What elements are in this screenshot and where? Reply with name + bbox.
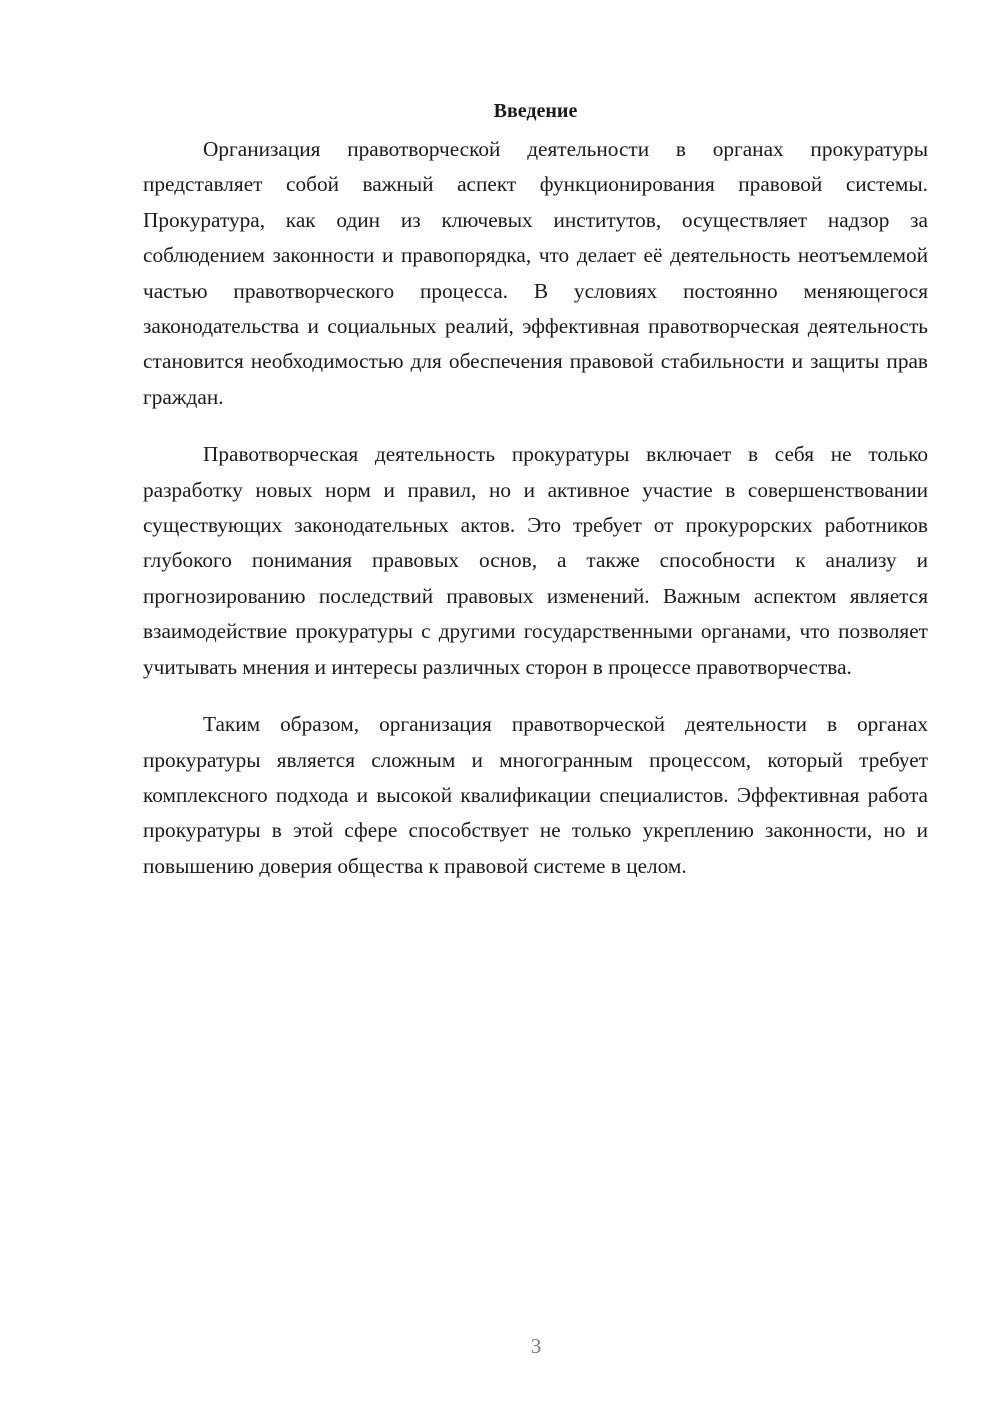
page-number: 3 [530,1334,542,1358]
section-title: Введение [493,100,578,122]
page-content [143,97,928,906]
paragraph-3: Таким образом, организация правотворческой деятельности в органах прокуратуры является сложным и многогранным процессом, который требует комплексного подхода и высокой квалификации специалистов. Эффективная работа прокуратуры в этой сфере способствует не только укреплению законности, но и повышению доверия общества к правовой системе в целом. [143,712,928,878]
paragraph-2: Правотворческая деятельность прокуратуры включает в себя не только разработку новых норм и правил, но и активное участие в совершенствовании существующих законодательных актов. Это требует от прокурорских работников глубокого понимания правовых основ, а также способности к анализу и прогнозированию последствий правовых изменений. Важным аспектом является взаимодействие прокуратуры с другими государственными органами, что позволяет учитывать мнения и интересы различных сторон в процессе правотворчества. [143,442,928,679]
paragraph-1: Организация правотворческой деятельности в органах прокуратуры представляет собой важный аспект функционирования правовой системы. Прокуратура, как один из ключевых институтов, осуществляет надзор за соблюдением законности и правопорядка, что делает её деятельность неотъемлемой частью правотворческого процесса. В условиях постоянно меняющегося законодательства и социальных реалий, эффективная правотворческая деятельность становится необходимостью для обеспечения правовой стабильности и защиты прав граждан. [143,137,928,409]
